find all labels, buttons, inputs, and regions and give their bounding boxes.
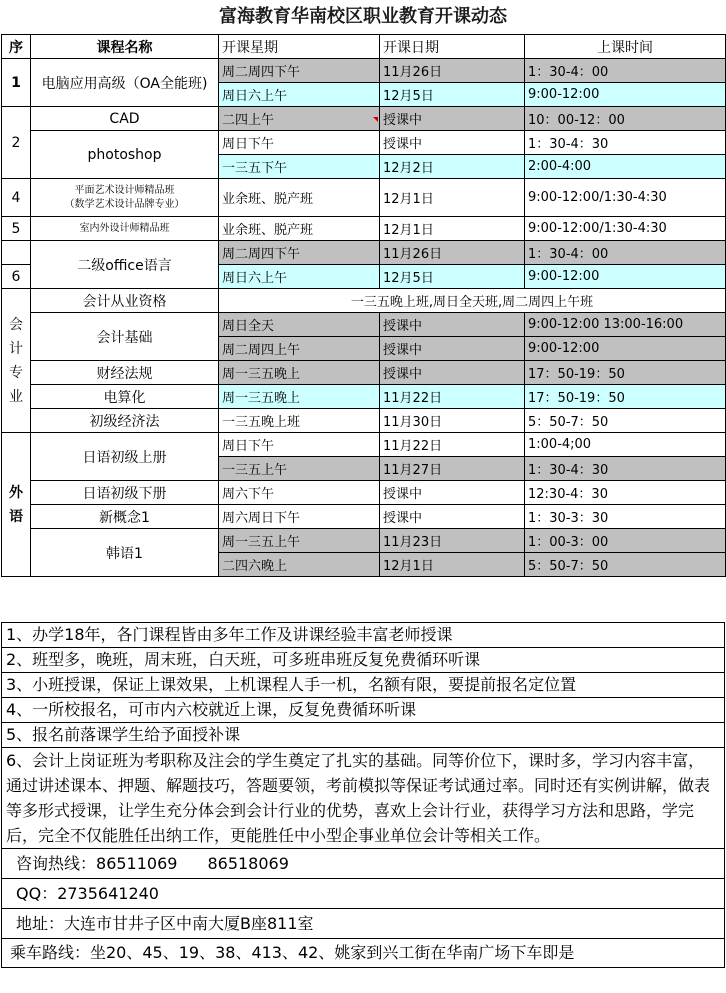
date-cell: 授课中 — [380, 505, 525, 529]
time-cell: 9:00-12:00 13:00-16:00 — [525, 313, 726, 337]
date-cell: 11月27日 — [380, 457, 525, 481]
time-cell: 9:00-12:00 — [525, 265, 726, 289]
header-time: 上课时间 — [525, 35, 726, 59]
table-row — [2, 505, 726, 529]
weekday-cell: 周日六上午 — [219, 83, 380, 107]
table-row — [2, 131, 726, 155]
weekday-cell: 周日全天 — [219, 313, 380, 337]
schedule-table — [1, 34, 726, 577]
course-name: CAD — [31, 107, 219, 131]
weekday-cell: 业余班、脱产班 — [219, 179, 380, 217]
date-cell: 12月2日 — [380, 155, 525, 179]
note-item: 6、会计上岗证班为考职称及注会的学生奠定了扎实的基础。同等价位下，课时多，学习内容丰富，通过讲述课本、押题、解题技巧，答题要领，考前模拟等保证考试通过率。同时还有实例讲解，做表等多形式授课，让学生充分体会到会计行业的优势，喜欢上会计行业，获得学习方法和思路，学完后，完全不仅能胜任出纳工作，更能胜任中小型企事业单位会计等相关工作。 — [2, 747, 724, 848]
date-cell: 11月22日 — [380, 385, 525, 409]
time-cell: 9:00-12:00 — [525, 337, 726, 361]
weekday-cell: 周六下午 — [219, 481, 380, 505]
header-date: 开课日期 — [380, 35, 525, 59]
group-label: 外语 — [9, 484, 23, 525]
date-cell: 12月1日 — [380, 217, 525, 241]
weekday-cell: 业余班、脱产班 — [219, 217, 380, 241]
group-label: 会计专业 — [9, 316, 23, 405]
table-row — [2, 313, 726, 337]
time-cell: 1：30-4：00 — [525, 241, 726, 265]
date-cell: 12月5日 — [380, 83, 525, 107]
date-cell: 11月22日 — [380, 433, 525, 457]
date-cell: 授课中 — [380, 481, 525, 505]
weekday-cell: 周日六上午 — [219, 265, 380, 289]
course-name: 日语初级上册 — [31, 433, 219, 481]
row-seq: 6 — [2, 265, 31, 289]
note-item: 2、班型多，晚班，周末班，白天班，可多班串班反复免费循环听课 — [2, 647, 724, 672]
time-cell: 17：50-19：50 — [525, 361, 726, 385]
qq-number: QQ：2735641240 — [2, 878, 724, 908]
weekday-cell: 周六周日下午 — [219, 505, 380, 529]
weekday-cell: 周一三五晚上 — [219, 361, 380, 385]
course-name: 电算化 — [31, 385, 219, 409]
time-cell: 5：50-7：50 — [525, 409, 726, 433]
row-seq-empty — [2, 241, 31, 265]
time-cell: 9:00-12:00 — [525, 83, 726, 107]
time-cell: 1：30-3：30 — [525, 505, 726, 529]
table-row — [2, 433, 726, 457]
date-cell: 11月30日 — [380, 409, 525, 433]
time-cell: 5：50-7：50 — [525, 553, 726, 577]
header-weekday: 开课星期 — [219, 35, 380, 59]
note-item: 1、办学18年，各门课程皆由多年工作及讲课经验丰富老师授课 — [2, 622, 724, 647]
table-row — [2, 529, 726, 553]
page-title: 富海教育华南校区职业教育开课动态 — [219, 6, 507, 27]
weekday-cell: 二四六晚上 — [219, 553, 380, 577]
course-name: 新概念1 — [31, 505, 219, 529]
date-cell: 授课中 — [380, 361, 525, 385]
course-name: 财经法规 — [31, 361, 219, 385]
course-name-line: （数学艺术设计品牌专业） — [64, 198, 185, 210]
weekday-cell: 周日下午 — [219, 433, 380, 457]
time-cell: 17：50-19：50 — [525, 385, 726, 409]
cell-comment-marker — [373, 117, 378, 122]
course-name: 会计从业资格 — [31, 289, 219, 313]
date-cell: 授课中 — [380, 131, 525, 155]
table-row — [2, 409, 726, 433]
table-row — [2, 361, 726, 385]
weekday-cell: 周二周四下午 — [219, 59, 380, 83]
table-header — [2, 35, 726, 59]
address: 地址：大连市甘井子区中南大厦B座811室 — [2, 908, 724, 938]
date-cell: 授课中 — [380, 313, 525, 337]
schedule-cell: 一三五晚上班,周日全天班,周二周四上午班 — [219, 289, 726, 313]
table-row — [2, 107, 726, 131]
group-accounting — [2, 289, 31, 433]
date-cell: 授课中 — [380, 107, 525, 131]
note-item: 5、报名前落课学生给予面授补课 — [2, 722, 724, 747]
bus-route: 乘车路线：坐20、45、19、38、413、42、姚家到兴工街在华南广场下车即是 — [2, 938, 724, 967]
hotline-number: 86518069 — [207, 854, 289, 873]
weekday-cell: 一三五上午 — [219, 457, 380, 481]
time-cell: 10：00-12：00 — [525, 107, 726, 131]
time-cell: 12:30-4：30 — [525, 481, 726, 505]
row-seq: 5 — [2, 217, 31, 241]
weekday-cell: 周二周四下午 — [219, 241, 380, 265]
course-name — [31, 179, 219, 217]
time-cell: 1：30-4：30 — [525, 457, 726, 481]
table-row — [2, 179, 726, 217]
row-seq: 2 — [2, 107, 31, 179]
weekday-cell: 周二周四上午 — [219, 337, 380, 361]
header-course: 课程名称 — [31, 35, 219, 59]
weekday-cell: 一三五下午 — [219, 155, 380, 179]
course-name: 电脑应用高级（OA全能班) — [31, 59, 219, 107]
course-name: 会计基础 — [31, 313, 219, 361]
weekday-cell: 一三五晚上班 — [219, 409, 380, 433]
time-cell: 1：30-4：00 — [525, 59, 726, 83]
date-cell: 12月1日 — [380, 179, 525, 217]
table-row — [2, 289, 726, 313]
course-name: 二级office语言 — [31, 241, 219, 289]
note-item: 3、小班授课，保证上课效果，上机课程人手一机，名额有限，要提前报名定位置 — [2, 672, 724, 697]
time-cell: 1：00-3：00 — [525, 529, 726, 553]
weekday-cell: 周日下午 — [219, 131, 380, 155]
notes-section — [1, 622, 725, 968]
time-cell: 1：30-4：30 — [525, 131, 726, 155]
course-name: photoshop — [31, 131, 219, 179]
table-row — [2, 217, 726, 241]
row-seq: 1 — [2, 59, 31, 107]
weekday-cell: 周一三五晚上 — [219, 385, 380, 409]
row-seq: 4 — [2, 179, 31, 217]
weekday-cell: 二四上午 — [219, 107, 380, 131]
hotline — [2, 848, 724, 878]
date-cell: 12月1日 — [380, 553, 525, 577]
time-cell: 9:00-12:00/1:30-4:30 — [525, 179, 726, 217]
weekday-cell: 周一三五上午 — [219, 529, 380, 553]
time-cell: 2:00-4:00 — [525, 155, 726, 179]
note-item: 4、一所校报名，可市内六校就近上课，反复免费循环听课 — [2, 697, 724, 722]
table-row — [2, 59, 726, 83]
course-name: 日语初级下册 — [31, 481, 219, 505]
date-cell: 11月26日 — [380, 241, 525, 265]
table-row — [2, 385, 726, 409]
date-cell: 11月23日 — [380, 529, 525, 553]
course-name: 初级经济法 — [31, 409, 219, 433]
hotline-number: 86511069 — [96, 854, 178, 873]
table-row — [2, 241, 726, 265]
date-cell: 授课中 — [380, 337, 525, 361]
date-cell: 12月5日 — [380, 265, 525, 289]
group-languages — [2, 433, 31, 577]
course-name: 室内外设计师精品班 — [31, 217, 219, 241]
time-cell: 9:00-12:00/1:30-4:30 — [525, 217, 726, 241]
course-name: 韩语1 — [31, 529, 219, 577]
course-name-line: 平面艺术设计师精品班 — [74, 184, 175, 196]
table-row — [2, 481, 726, 505]
header-seq: 序 — [2, 35, 31, 59]
date-cell: 11月26日 — [380, 59, 525, 83]
time-cell: 1:00-4;00 — [525, 433, 726, 457]
hotline-label: 咨询热线： — [16, 854, 97, 873]
